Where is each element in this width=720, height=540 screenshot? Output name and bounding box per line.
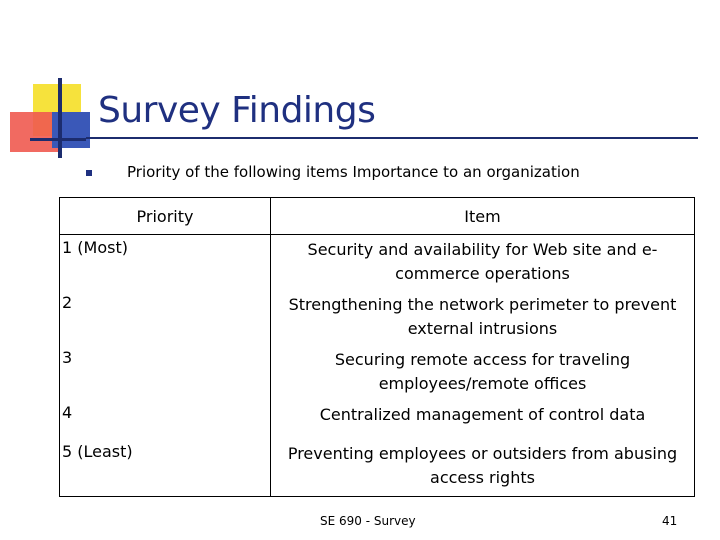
- header-item: Item: [271, 198, 695, 235]
- slide-title: Survey Findings: [98, 90, 376, 131]
- table-row: [60, 439, 695, 497]
- header-priority: Priority: [60, 198, 271, 235]
- logo-red-square: [10, 112, 58, 152]
- priority-cell: 5 (Least): [62, 442, 133, 461]
- priority-table: [59, 197, 695, 497]
- item-cell: Preventing employees or outsiders from abusing access rights: [271, 439, 695, 497]
- title-underline: [86, 137, 698, 139]
- footer-course: SE 690 - Survey: [320, 514, 416, 528]
- priority-cell: 1 (Most): [62, 238, 128, 257]
- table-row: [60, 400, 695, 439]
- priority-cell: 2: [62, 293, 73, 312]
- bullet-square-icon: [86, 170, 92, 176]
- table-row: [60, 290, 695, 345]
- page-number: 41: [662, 514, 678, 528]
- item-cell: Strengthening the network perimeter to prevent external intrusions: [271, 290, 695, 345]
- item-cell: Centralized management of control data: [271, 400, 695, 439]
- table-header-row: [60, 198, 695, 235]
- item-cell: Securing remote access for traveling employees/remote offices: [271, 345, 695, 400]
- logo-vertical-bar: [58, 78, 62, 158]
- priority-cell: 3: [62, 348, 73, 367]
- table-row: [60, 345, 695, 400]
- priority-cell: 4: [62, 403, 73, 422]
- bullet-text: Priority of the following items Importance to an organization: [127, 163, 580, 181]
- item-cell: Security and availability for Web site and e-commerce operations: [271, 235, 695, 291]
- logo-horizontal-bar: [30, 138, 86, 141]
- table-row: [60, 235, 695, 291]
